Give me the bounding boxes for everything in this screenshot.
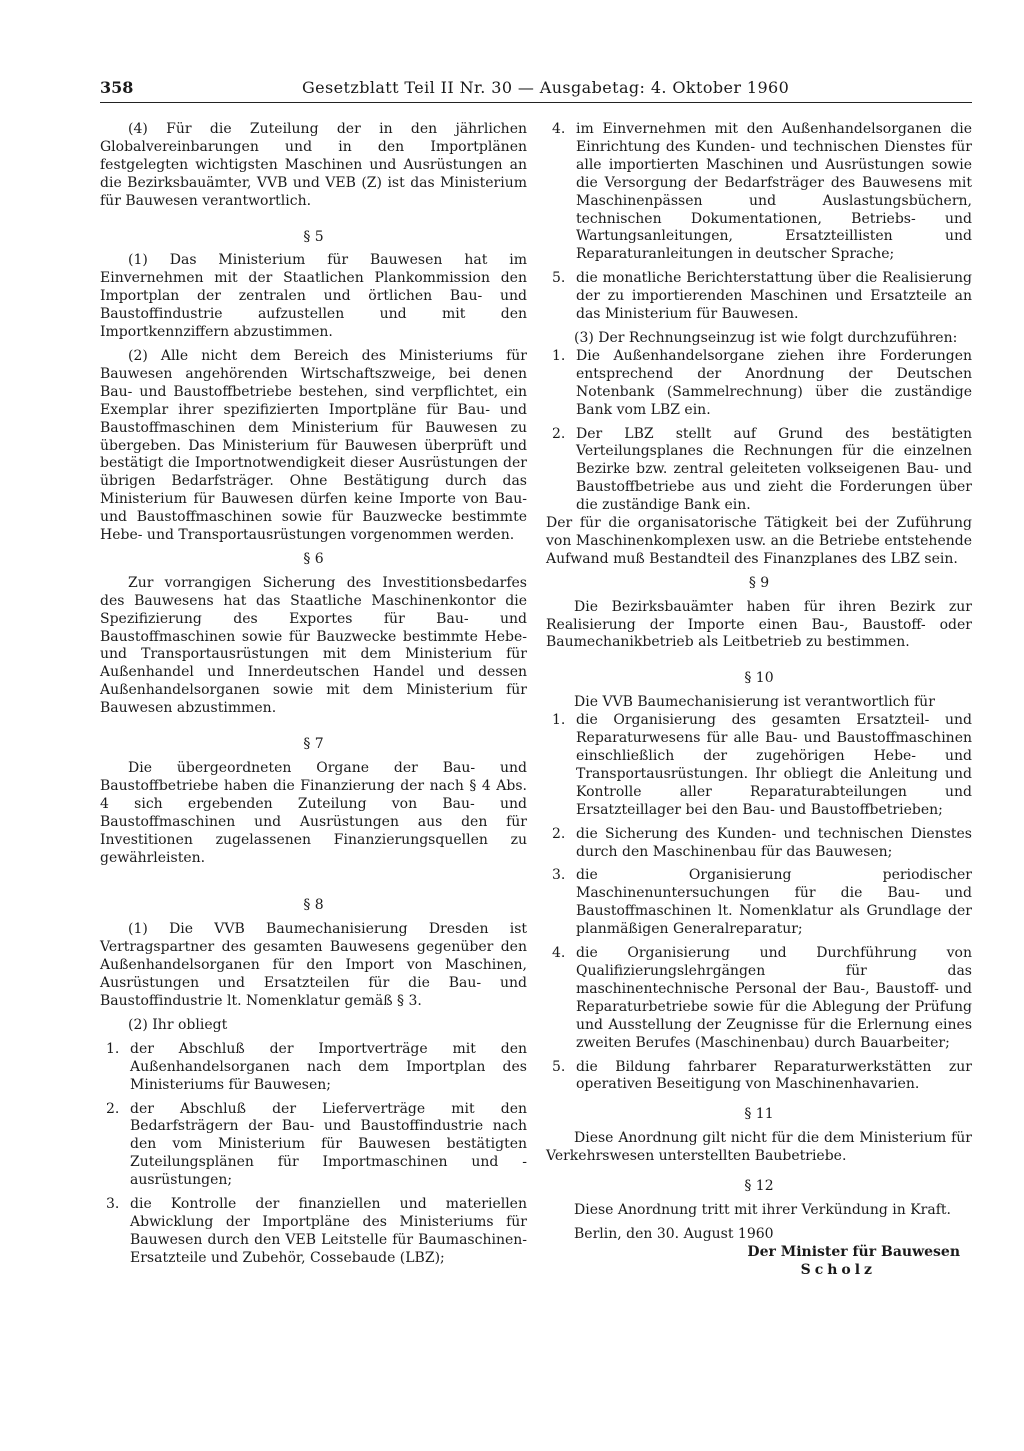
list-item: 5. die Bildung fahrbarer Reparaturwerkstätten zur operativen Beseitigung von Maschinenhavarien. bbox=[552, 1058, 972, 1093]
paragraph-s5-2: (2) Alle nicht dem Bereich des Ministeriums für Bauwesen angehörenden Wirtschaftszweige, bei denen Bau- und Baustoffbetriebe bestehen, sind verpflichtet, ein Exemplar ihrer spezifizierten Importpläne für Bau- und Baustoffmaschinen dem Ministerium für Bauwesen zu übergeben. Das Ministerium für Bauwesen überprüft und bestätigt die Importnotwendigkeit dieser Ausrüstungen der übrigen Bedarfsträger. Ohne Bestätigung durch das Ministerium für Bauwesen dürfen keine Importe von Bau- und Baustoffmaschinen sowie für Bauzwecke bestimmte Hebe- und Transportausrüstungen vorgenommen werden. bbox=[100, 347, 527, 544]
paragraph-s7: Die übergeordneten Organe der Bau- und Baustoffbetriebe haben die Finanzierung der nach § 4 Abs. 4 sich ergebenden Zuteilung von Bau- und Baustoffmaschinen und Ausrüstungen aus den für Investitionen zugelassenen Finanzierungsquellen zu gewährleisten. bbox=[100, 760, 527, 866]
right-column bbox=[546, 121, 972, 1280]
page-header bbox=[100, 78, 972, 103]
paragraph-s8-1: (1) Die VVB Baumechanisierung Dresden ist Vertragspartner des gesamten Bauwesens gegenüber den Außenhandelsorganen für den Import von Maschinen, Ausrüstungen und Ersatzteilen für die Bau- und Baustoffindustrie lt. Nomenklatur gemäß § 3. bbox=[100, 921, 527, 1009]
signer-name: Scholz bbox=[800, 1261, 876, 1278]
paragraph-s6: Zur vorrangigen Sicherung des Investitionsbedarfes des Bauwesens hat das Staatliche Maschinenkontor die Spezifizierung des Exportes für Bau- und Baustoffmaschinen sowie für Bauzwecke bestimmte Hebe- und Transportausrüstungen mit dem Ministerium für Außenhandel und Innerdeutschen Handel und dessen Außenhandelsorganen sowie mit dem Ministerium für Bauwesen abzustimmen. bbox=[100, 574, 527, 717]
section-9-heading: § 9 bbox=[748, 574, 770, 591]
paragraph-s9: Die Bezirksbauämter haben für ihren Bezirk zur Realisierung der Importe einen Bau-, Baustoff- oder Baumechanikbetrieb als Leitbetrieb zu bestimmen. bbox=[546, 598, 972, 651]
list-item: 2. die Sicherung des Kunden- und technischen Dienstes durch den Maschinenbau für das Bauwesen; bbox=[552, 825, 972, 860]
paragraph-s11: Diese Anordnung gilt nicht für die dem Ministerium für Verkehrswesen unterstellten Baubetriebe. bbox=[546, 1130, 972, 1165]
paragraph-s8-3: (3) Der Rechnungseinzug ist wie folgt durchzuführen: bbox=[574, 329, 958, 346]
section-10-heading: § 10 bbox=[744, 670, 774, 687]
paragraph-s8-expense: Der für die organisatorische Tätigkeit bei der Zuführung von Maschinenkomplexen usw. an die Betriebe entstehende Aufwand muß Bestandteil des Finanzplanes des LBZ sein. bbox=[546, 515, 972, 567]
list-item: 4. im Einvernehmen mit den Außenhandelsorganen die Einrichtung des Kunden- und technischen Dienstes für alle importierten Maschinen und Ausrüstungen sowie die Versorgung der Bedarfsträger des Bauwesens mit Maschinenpässen und Auslastungsbüchern, technischen Dokumentationen, Betriebs- und Wartungsanleitungen, Ersatzteillisten und Reparaturanleitungen in deutscher Sprache; bbox=[552, 121, 972, 263]
section-6-heading: § 6 bbox=[303, 550, 324, 567]
section-5-heading: § 5 bbox=[303, 228, 324, 245]
left-column bbox=[100, 121, 527, 1268]
list-item: 4. die Organisierung und Durchführung von Qualifizierungslehrgängen für das maschinentechnische Personal der Bau-, Baustoff- und Reparaturbetriebe sowie für die Ablegung der Prüfung und Ausstellung der Zeugnisse für die Erlernung eines zweiten Berufes (Maschinenbau) durch Bauarbeiter; bbox=[552, 945, 972, 1051]
paragraph-s5-1: (1) Das Ministerium für Bauwesen hat im Einvernehmen mit der Staatlichen Plankommission den Importplan der zentralen und örtlichen Bau- und Baustoffindustrie aufzustellen und mit den Importkennziffern abzustimmen. bbox=[100, 252, 527, 341]
section-8-heading: § 8 bbox=[303, 897, 324, 914]
page-number: 358 bbox=[100, 78, 134, 97]
section-11-heading: § 11 bbox=[744, 1106, 774, 1123]
list-item: 3. die Kontrolle der finanziellen und materiellen Abwicklung der Importpläne des Ministeriums für Bauwesen durch den VEB Leitstelle für Baumaschinen-Ersatzteile und Zubehör, Cossebaude (LBZ); bbox=[106, 1196, 527, 1266]
section-7-heading: § 7 bbox=[303, 736, 324, 753]
header-title: Gesetzblatt Teil II Nr. 30 — Ausgabetag: 4. Oktober 1960 bbox=[302, 78, 790, 97]
paragraph-s4-4: (4) Für die Zuteilung der in den jährlichen Globalvereinbarungen und in den Importplänen festgelegten wichtigsten Maschinen und Ausrüstungen an die Bezirksbauämter, VVB und VEB (Z) ist das Ministerium für Bauwesen verantwortlich. bbox=[100, 121, 527, 209]
list-item: 2. Der LBZ stellt auf Grund des bestätigten Verteilungsplanes die Rechnungen für die einzelnen Bezirke bzw. zentral geleiteten volkseigenen Bau- und Baustoffbetriebe aus und zieht die Forderungen über die zuständige Bank ein. bbox=[552, 425, 972, 514]
signature-date: Berlin, den 30. August 1960 bbox=[574, 1225, 774, 1242]
section-12-heading: § 12 bbox=[744, 1178, 774, 1195]
list-item: 5. die monatliche Berichterstattung über die Realisierung der zu importierenden Maschinen und Ersatzteile an das Ministerium für Bauwesen. bbox=[552, 270, 972, 323]
paragraph-s12: Diese Anordnung tritt mit ihrer Verkündung in Kraft. bbox=[574, 1201, 951, 1218]
list-item: 1. die Organisierung des gesamten Ersatzteil- und Reparaturwesens für alle Bau- und Baustoffmaschinen einschließlich der zugehörigen Hebe- und Transportausrüstungen. Ihr obliegt die Anleitung und Kontrolle aller Reparaturabteilungen und Ersatzteillager bei den Bau- und Baustoffbetrieben; bbox=[552, 712, 972, 818]
signer-title: Der Minister für Bauwesen bbox=[747, 1243, 960, 1260]
list-item: 1. Die Außenhandelsorgane ziehen ihre Forderungen entsprechend der Anordnung der Deutschen Notenbank (Sammelrechnung) über die zuständige Bank vom LBZ ein. bbox=[552, 347, 972, 418]
list-item: 1. der Abschluß der Importverträge mit den Außenhandelsorganen nach dem Importplan des Ministeriums für Bauwesen; bbox=[106, 1040, 527, 1093]
list-item: 2. der Abschluß der Lieferverträge mit den Bedarfsträgern der Bau- und Baustoffindustrie nach den vom Ministerium für Bauwesen bestätigten Zuteilungsplänen für Importmaschinen und -ausrüstungen; bbox=[106, 1100, 527, 1189]
list-item: 3. die Organisierung periodischer Maschinenuntersuchungen für die Bau- und Baustoffmaschinen lt. Nomenklatur als Grundlage der planmäßigen Generalreparatur; bbox=[552, 867, 972, 938]
paragraph-s10: Die VVB Baumechanisierung ist verantwortlich für bbox=[574, 694, 935, 711]
paragraph-s8-2: (2) Ihr obliegt bbox=[128, 1016, 228, 1033]
